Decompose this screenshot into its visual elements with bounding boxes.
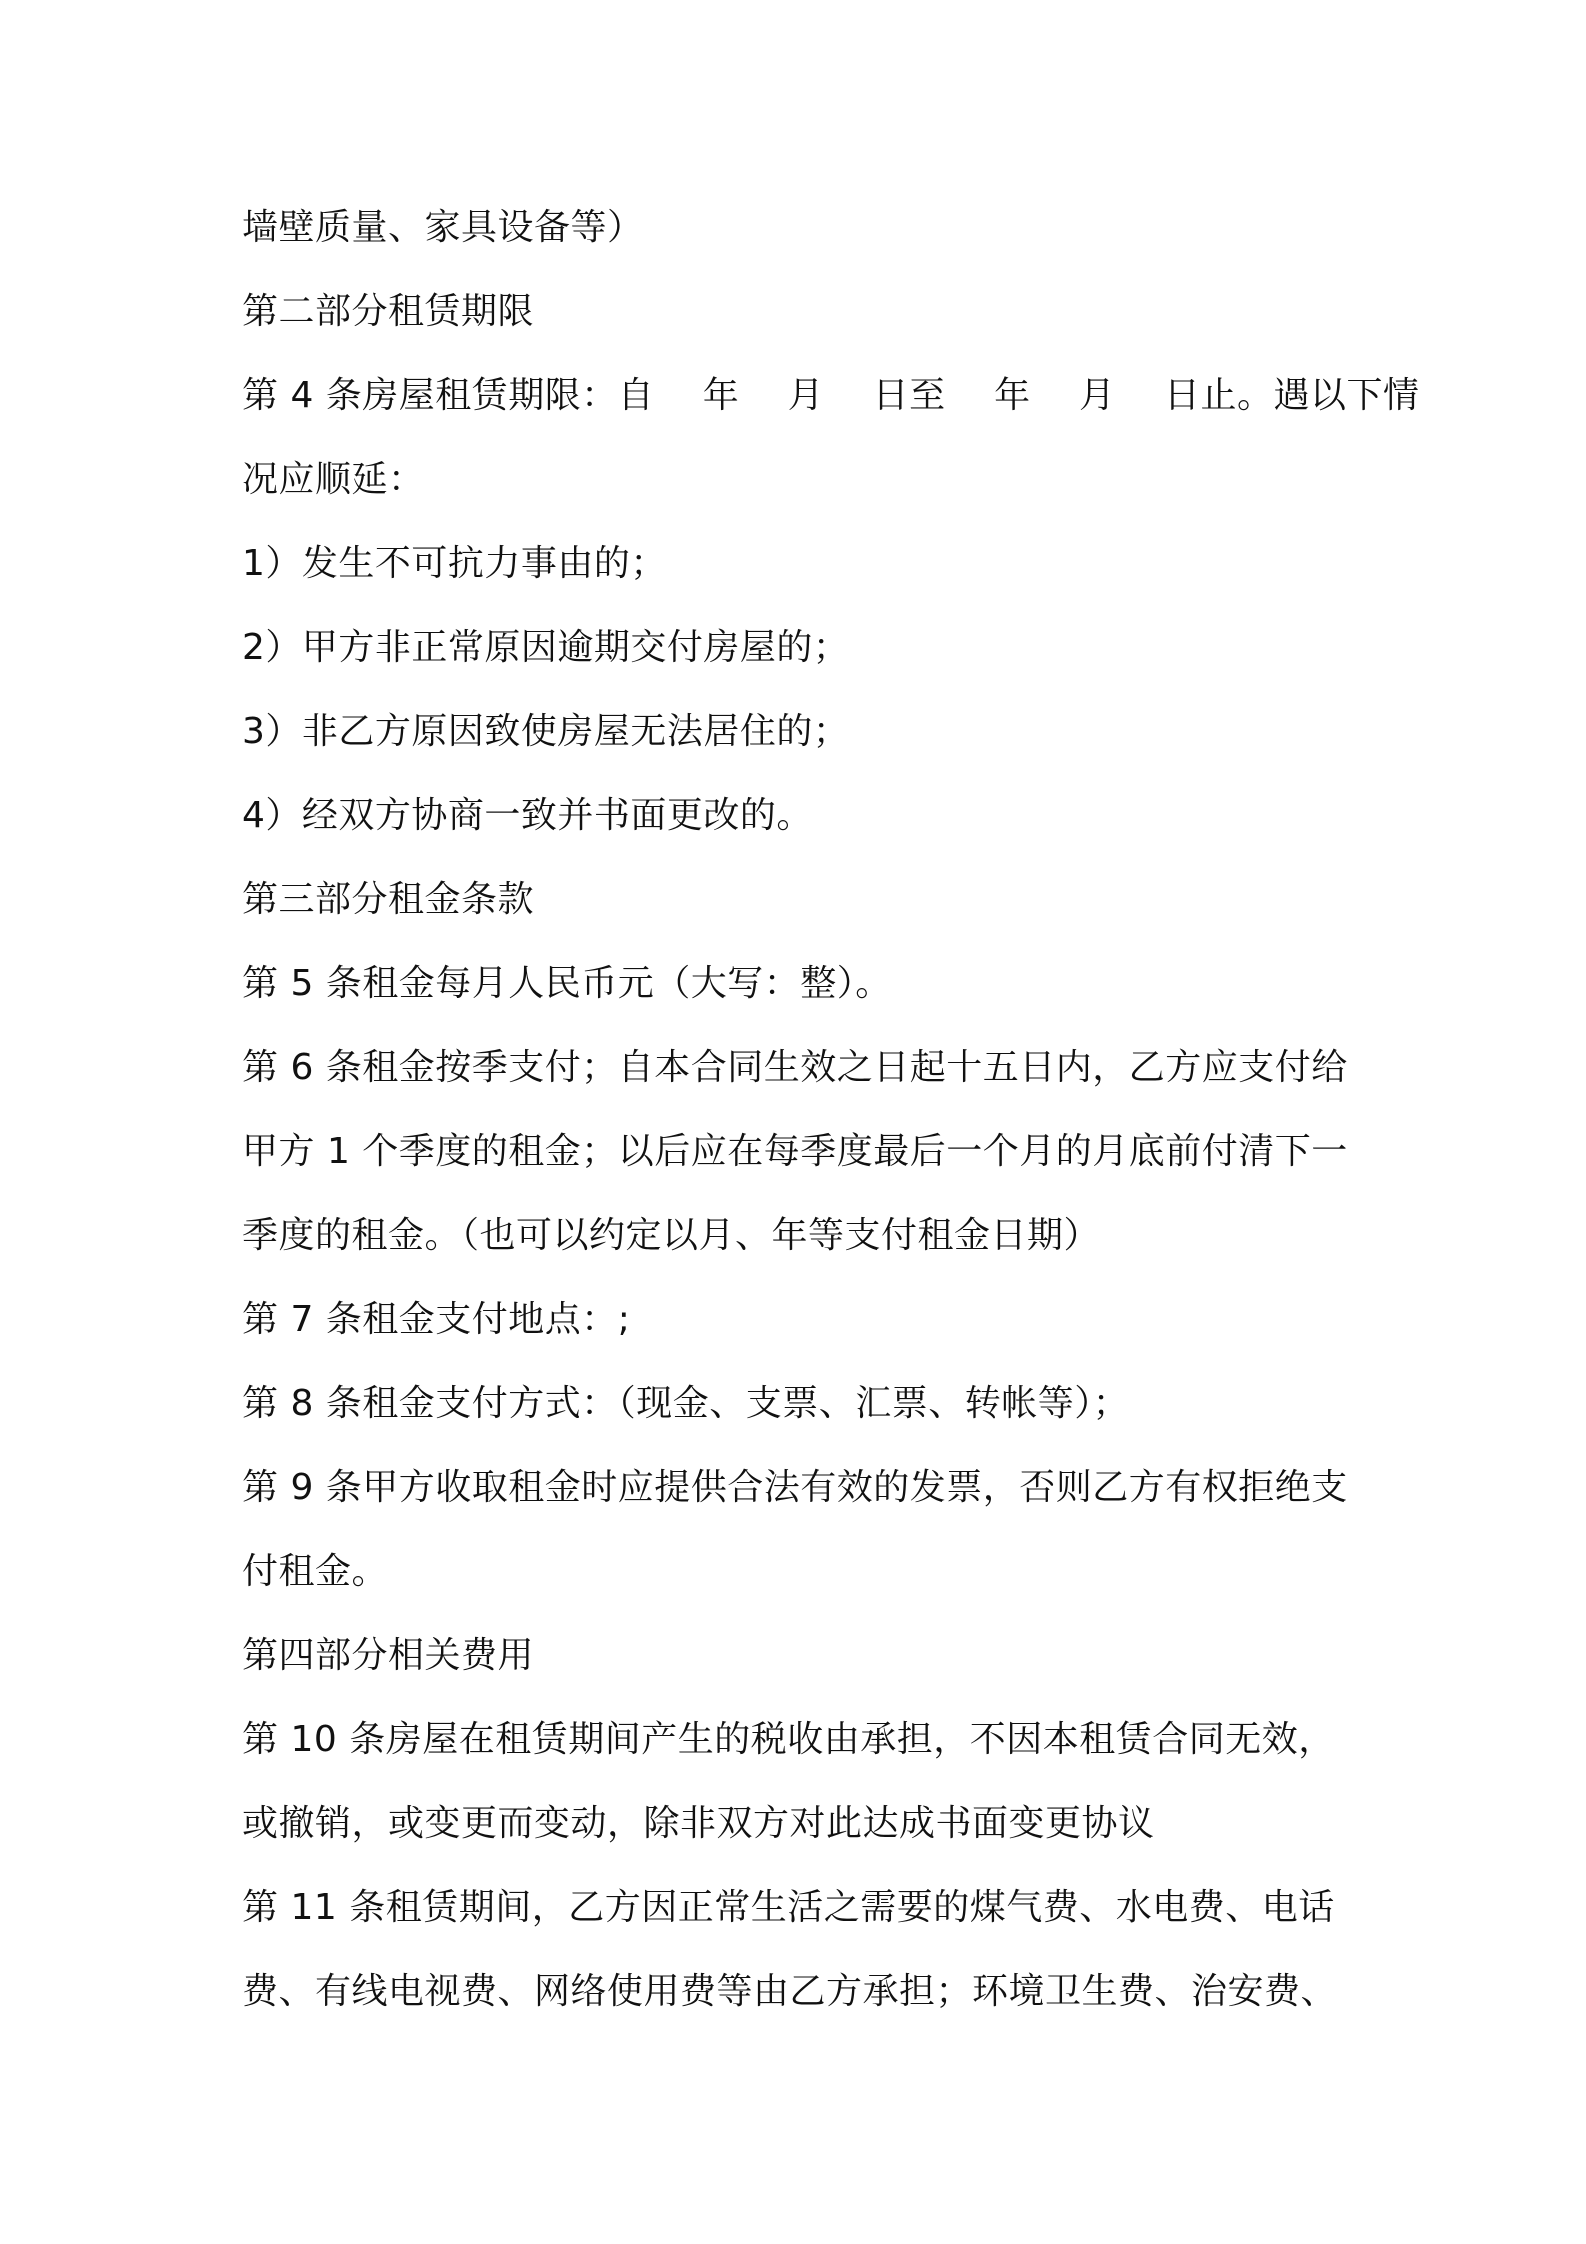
text-line-article-4: 第 4 条房屋租赁期限：自 年 月 日至 年 月 日止。遇以下情	[242, 375, 1420, 416]
text-line-1: 墙壁质量、家具设备等）	[242, 207, 644, 248]
section-heading-part-4: 第四部分相关费用	[242, 1635, 535, 1676]
text-line-article-8: 第 8 条租金支付方式：（现金、支票、汇票、转帐等）；	[242, 1383, 1130, 1424]
text-line-article-6: 第 6 条租金按季支付；自本合同生效之日起十五日内，乙方应支付给	[242, 1047, 1348, 1088]
text-line-article-6-cont-1: 甲方 1 个季度的租金；以后应在每季度最后一个月的月底前付清下一	[242, 1131, 1348, 1172]
text-line-article-11-cont: 费、有线电视费、网络使用费等由乙方承担；环境卫生费、治安费、	[242, 1971, 1338, 2012]
text-line-article-9: 第 9 条甲方收取租金时应提供合法有效的发票，否则乙方有权拒绝支	[242, 1467, 1348, 1508]
text-line-article-6-cont-2: 季度的租金。（也可以约定以月、年等支付租金日期）	[242, 1215, 1101, 1256]
text-line-article-10-cont: 或撤销，或变更而变动，除非双方对此达成书面变更协议	[242, 1803, 1155, 1844]
text-line-article-5: 第 5 条租金每月人民币元（大写：整）。	[242, 963, 892, 1004]
list-item-3: 3）非乙方原因致使房屋无法居住的；	[242, 711, 850, 752]
text-line-article-9-cont: 付租金。	[242, 1551, 389, 1592]
text-line-article-4-cont: 况应顺延：	[242, 459, 425, 500]
list-item-2: 2）甲方非正常原因逾期交付房屋的；	[242, 627, 850, 668]
text-line-article-7: 第 7 条租金支付地点：;	[242, 1299, 631, 1340]
list-item-1: 1）发生不可抗力事由的；	[242, 543, 667, 584]
list-item-4: 4）经双方协商一致并书面更改的。	[242, 795, 813, 836]
text-line-article-10: 第 10 条房屋在租赁期间产生的税收由承担，不因本租赁合同无效，	[242, 1719, 1335, 1760]
section-heading-part-3: 第三部分租金条款	[242, 879, 535, 920]
section-heading-part-2: 第二部分租赁期限	[242, 291, 535, 332]
text-line-article-11: 第 11 条租赁期间，乙方因正常生活之需要的煤气费、水电费、电话	[242, 1887, 1335, 1928]
